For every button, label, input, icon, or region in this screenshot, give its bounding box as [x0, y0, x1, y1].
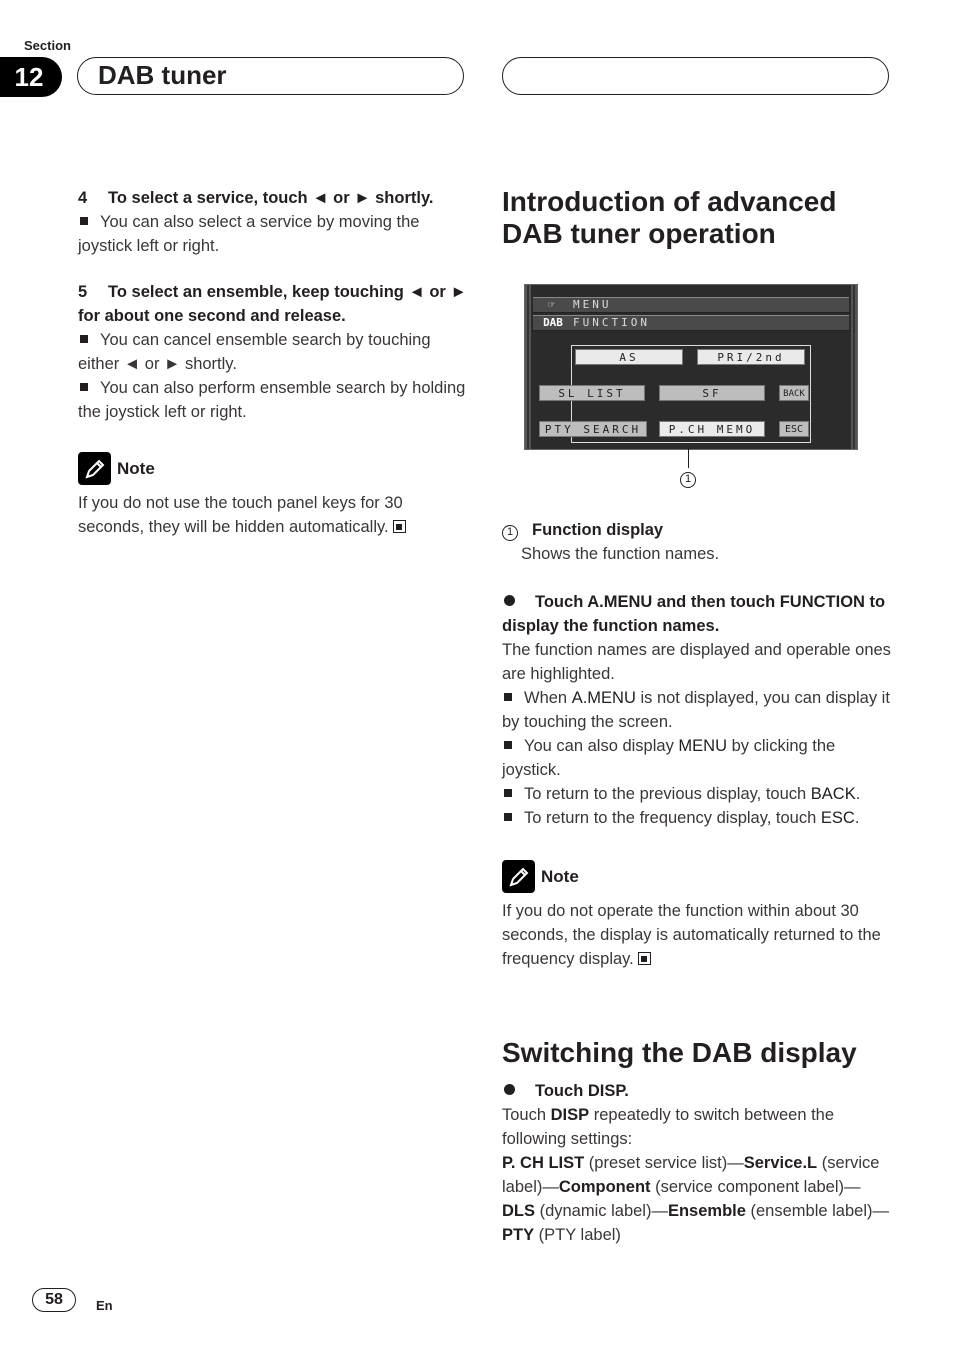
legend-number: 1 [502, 525, 518, 541]
square-bullet-icon [80, 217, 88, 225]
section-label: Section [24, 38, 71, 53]
step-4 [78, 186, 468, 210]
disp-body: Touch DISP repeatedly to switch between the following settings: [502, 1106, 835, 1148]
square-bullet-icon [80, 383, 88, 391]
step-text: To select a service, touch ◄ or ► shortly. [108, 189, 434, 207]
function-screen-illustration [524, 284, 858, 450]
bullet-item: You can cancel ensemble search by touching either ◄ or ► shortly. [78, 331, 431, 373]
language-label: En [96, 1298, 113, 1313]
bullet-item: You can also perform ensemble search by holding the joystick left or right. [78, 379, 466, 421]
note-heading [502, 860, 892, 893]
chapter-title-frame [77, 57, 464, 95]
page-number: 58 [32, 1288, 76, 1312]
back-key[interactable]: BACK [779, 385, 809, 401]
menu-bar: ☞ MENU [533, 297, 849, 313]
hand-icon: ☞ [548, 298, 558, 311]
chapter-title: DAB tuner [98, 60, 227, 90]
callout-line [688, 448, 689, 468]
amenu-instruction: Touch A.MENU and then touch FUNCTION to display the function names. [502, 593, 886, 635]
amenu-body: The function names are displayed and operable ones are highlighted. [502, 641, 891, 683]
pch-memo-key[interactable]: P.CH MEMO [659, 421, 765, 437]
callout-number: 1 [680, 469, 696, 488]
end-mark-icon [393, 520, 406, 533]
right-column-body [502, 518, 892, 1247]
note-pencil-icon [502, 860, 535, 893]
pty-search-key[interactable]: PTY SEARCH [539, 421, 647, 437]
bullet-item: To return to the previous display, touch BACK. [502, 782, 892, 806]
disp-settings-list: P. CH LIST (preset service list)—Service.L (service label)—Component (service component label)—DLS (dynamic label)—Ensemble (ensemble label)—PTY (PTY label) [502, 1154, 889, 1244]
legend-item [502, 518, 892, 542]
as-key[interactable]: AS [575, 349, 683, 365]
sl-list-key[interactable]: SL LIST [539, 385, 645, 401]
pri-2nd-key[interactable]: PRI/2nd [697, 349, 805, 365]
bullet-item: You can also select a service by moving the joystick left or right. [78, 213, 420, 255]
round-bullet-icon [504, 1084, 515, 1095]
esc-key[interactable]: ESC [779, 421, 809, 437]
header-blank-frame [502, 57, 889, 95]
square-bullet-icon [504, 693, 512, 701]
legend-description: Shows the function names. [521, 545, 720, 563]
switch-heading: Switching the DAB display [502, 1037, 857, 1068]
note-pencil-icon [78, 452, 111, 485]
square-bullet-icon [504, 741, 512, 749]
square-bullet-icon [80, 335, 88, 343]
note-text: If you do not operate the function within about 30 seconds, the display is automatically returned to the frequency display. [502, 902, 881, 968]
left-column [78, 186, 468, 539]
step-text: To select an ensemble, keep touching ◄ or ► for about one second and release. [78, 283, 467, 325]
bullet-item: You can also display MENU by clicking the joystick. [502, 737, 836, 779]
sf-key[interactable]: SF [659, 385, 765, 401]
step-number: 5 [78, 283, 88, 301]
function-bar: DAB FUNCTION [533, 315, 849, 331]
round-bullet-icon [504, 595, 515, 606]
bullet-item: To return to the frequency display, touch ESC. [502, 806, 892, 830]
disp-instruction: Touch DISP. [502, 1079, 892, 1103]
note-heading [78, 452, 468, 485]
end-mark-icon [638, 952, 651, 965]
right-column [502, 186, 892, 250]
section-number-badge: 12 [0, 57, 62, 97]
square-bullet-icon [504, 789, 512, 797]
bullet-item: When A.MENU is not displayed, you can display it by touching the screen. [502, 689, 890, 731]
square-bullet-icon [504, 813, 512, 821]
note-text: If you do not use the touch panel keys for 30 seconds, they will be hidden automatically. [78, 491, 468, 539]
legend-title: Function display [532, 521, 664, 539]
note-label: Note [117, 458, 155, 478]
note-label: Note [541, 866, 579, 886]
dab-logo: DAB [543, 316, 563, 329]
intro-heading: Introduction of advanced DAB tuner operation [502, 186, 837, 249]
step-5 [78, 280, 468, 328]
step-number: 4 [78, 189, 88, 207]
